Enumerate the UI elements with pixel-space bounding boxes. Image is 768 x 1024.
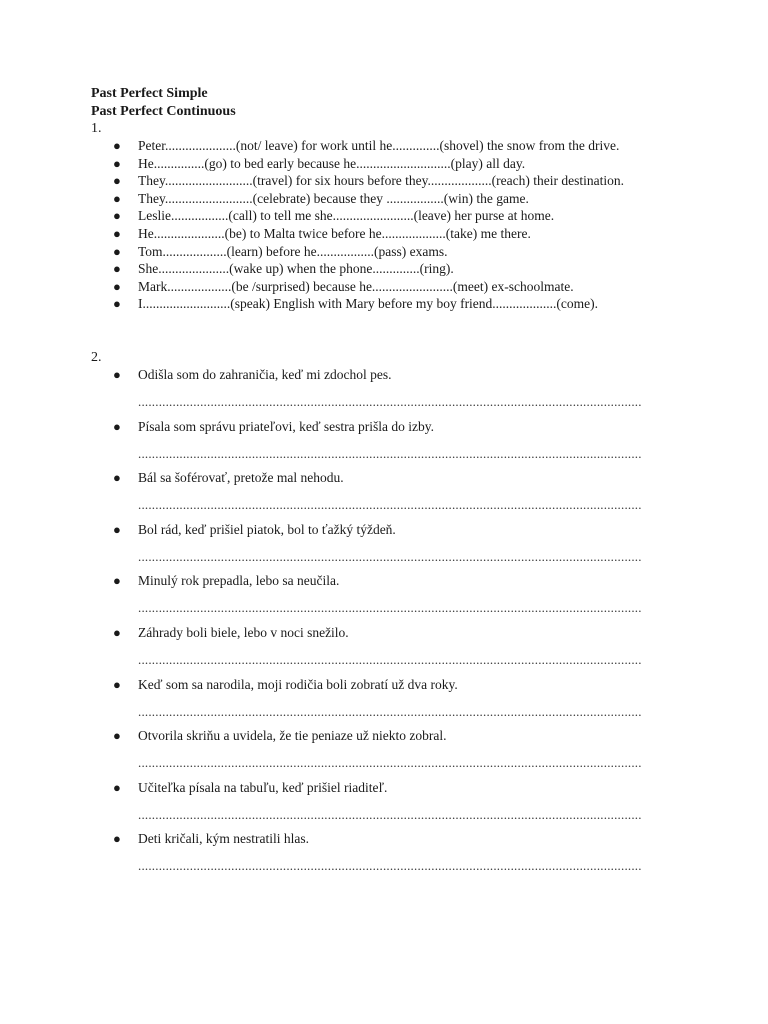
translation-sentence: Keď som sa narodila, moji rodičia boli zobratí už dva roky. <box>138 676 458 692</box>
list-item <box>0 830 678 882</box>
list-item <box>0 572 678 624</box>
exercise-sentence: I..........................(speak) English with Mary before my boy friend...................(come). <box>138 296 599 312</box>
bullet-icon: ● <box>113 573 121 589</box>
bullet-icon: ● <box>113 728 121 744</box>
bullet-icon: ● <box>113 624 121 640</box>
exercise-sentence: Leslie.................(call) to tell me she........................(leave) her purse at home. <box>138 208 555 224</box>
section-2-list <box>0 366 768 882</box>
bullet-icon: ● <box>113 190 121 206</box>
list-item <box>0 155 668 173</box>
bullet-icon: ● <box>113 278 121 294</box>
answer-line: .................................................................................................................................................. <box>138 445 642 461</box>
exercise-sentence: He...............(go) to bed early because he............................(play) all day. <box>138 155 526 171</box>
translation-sentence: Písala som správu priateľovi, keď sestra prišla do izby. <box>138 418 435 434</box>
list-item <box>0 366 678 418</box>
bullet-icon: ● <box>113 173 121 189</box>
answer-line: .................................................................................................................................................. <box>138 497 642 513</box>
bullet-icon: ● <box>113 676 121 692</box>
list-item <box>0 172 668 190</box>
list-item <box>0 225 668 243</box>
answer-line: .................................................................................................................................................. <box>138 806 642 822</box>
list-item <box>0 624 678 676</box>
bullet-icon: ● <box>113 779 121 795</box>
bullet-icon: ● <box>113 225 121 241</box>
list-item <box>0 243 668 261</box>
list-item <box>0 207 668 225</box>
translation-sentence: Bál sa šoférovať, pretože mal nehodu. <box>138 470 344 486</box>
list-item <box>0 278 668 296</box>
bullet-icon: ● <box>113 138 121 153</box>
bullet-icon: ● <box>113 831 121 847</box>
exercise-sentence: She.....................(wake up) when the phone..............(ring). <box>138 261 454 277</box>
translation-sentence: Bol rád, keď prišiel piatok, bol to ťažký týždeň. <box>138 521 396 537</box>
list-item <box>0 521 678 573</box>
title-past-perfect-continuous: Past Perfect Continuous <box>91 104 236 119</box>
bullet-icon: ● <box>113 243 121 259</box>
list-item <box>0 779 678 831</box>
bullet-icon: ● <box>113 208 121 224</box>
bullet-icon: ● <box>113 296 121 312</box>
translation-sentence: Odišla som do zahraničia, keď mi zdochol pes. <box>138 367 392 382</box>
exercise-sentence: They..........................(celebrate) because they .................(win) the game. <box>138 190 529 206</box>
list-item <box>0 418 678 470</box>
answer-line: .................................................................................................................................................. <box>138 548 642 564</box>
translation-sentence: Minulý rok prepadla, lebo sa neučila. <box>138 573 340 589</box>
bullet-icon: ● <box>113 155 121 171</box>
answer-line: .................................................................................................................................................. <box>138 858 642 874</box>
answer-line: .................................................................................................................................................. <box>138 755 642 771</box>
bullet-icon: ● <box>113 470 121 486</box>
bullet-icon: ● <box>113 367 121 382</box>
list-item <box>0 260 668 278</box>
section-1-number: 1. <box>91 121 102 136</box>
list-item <box>0 295 668 313</box>
list-item <box>0 190 668 208</box>
exercise-sentence: Tom...................(learn) before he.................(pass) exams. <box>138 243 448 259</box>
translation-sentence: Učiteľka písala na tabuľu, keď prišiel riaditeľ. <box>138 779 388 795</box>
section-1-list <box>0 137 768 313</box>
answer-line: .................................................................................................................................................. <box>138 600 642 616</box>
bullet-icon: ● <box>113 261 121 277</box>
title-past-perfect-simple: Past Perfect Simple <box>91 86 208 101</box>
translation-sentence: Deti kričali, kým nestratili hlas. <box>138 831 309 847</box>
list-item <box>0 676 678 728</box>
section-2-number: 2. <box>91 350 102 365</box>
answer-line: .................................................................................................................................................. <box>138 651 642 667</box>
exercise-sentence: Peter.....................(not/ leave) for work until he..............(shovel) the snow from the drive. <box>138 138 620 153</box>
translation-sentence: Záhrady boli biele, lebo v noci snežilo. <box>138 624 349 640</box>
list-item <box>0 137 668 155</box>
exercise-sentence: He.....................(be) to Malta twice before he...................(take) me there. <box>138 225 531 241</box>
bullet-icon: ● <box>113 418 121 434</box>
list-item <box>0 727 678 779</box>
exercise-sentence: They..........................(travel) for six hours before they...................(reach) their destination. <box>138 173 624 189</box>
answer-line: .................................................................................................................................................. <box>138 394 642 409</box>
exercise-sentence: Mark...................(be /surprised) because he........................(meet) ex-schoolmate. <box>138 278 574 294</box>
answer-line: .................................................................................................................................................. <box>138 703 642 719</box>
bullet-icon: ● <box>113 521 121 537</box>
list-item <box>0 469 678 521</box>
translation-sentence: Otvorila skriňu a uvidela, že tie peniaze už niekto zobral. <box>138 728 447 744</box>
